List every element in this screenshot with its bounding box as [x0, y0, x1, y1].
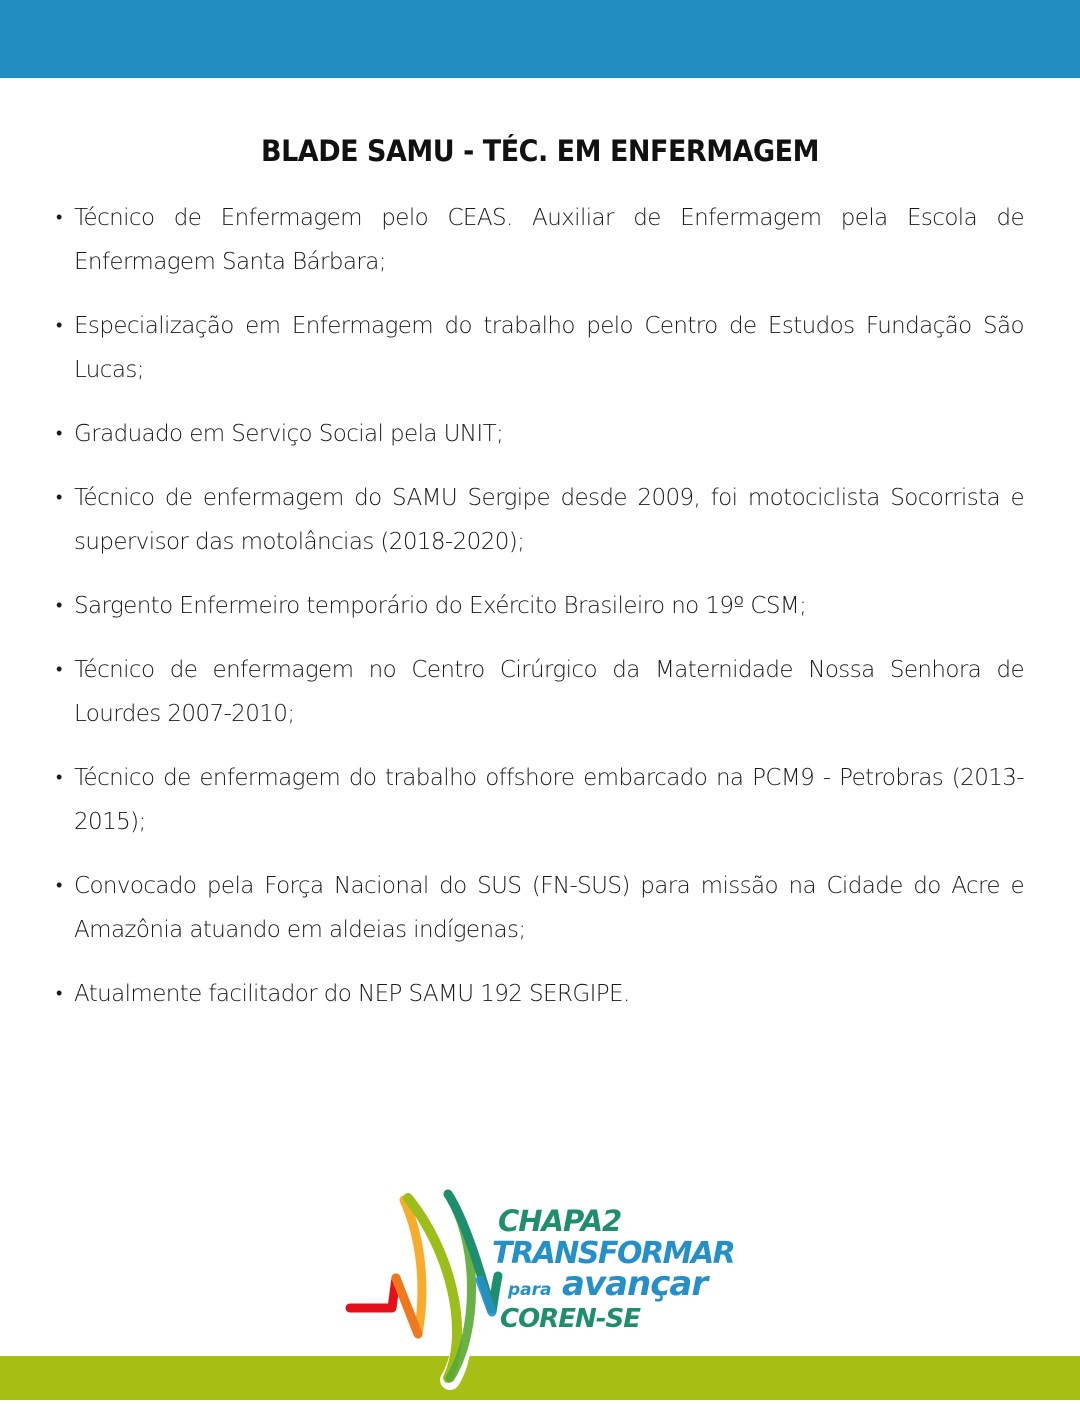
list-item-text: Graduado em Serviço Social pela UNIT; [74, 421, 504, 447]
list-item-text: Atualmente facilitador do NEP SAMU 192 SERGIPE. [74, 981, 630, 1007]
header-bar [0, 0, 1080, 78]
bullet-icon: • [56, 767, 62, 788]
logo-text-para: para [508, 1280, 552, 1300]
list-item [56, 584, 1024, 628]
list-item [56, 756, 1024, 844]
logo-text-transformar: TRANSFORMAR [492, 1236, 735, 1271]
list-item-text: Técnico de enfermagem no Centro Cirúrgico da Maternidade Nossa Senhora de Lourdes 2007-2010; [74, 657, 1024, 727]
heartbeat-line [350, 1278, 396, 1308]
list-item-text: Convocado pela Força Nacional do SUS (FN-SUS) para missão na Cidade do Acre e Amazônia atuando em aldeias indígenas; [74, 873, 1024, 943]
list-item [56, 864, 1024, 952]
list-item [56, 648, 1024, 736]
bullet-icon: • [56, 315, 62, 336]
page-title: BLADE SAMU - TÉC. EM ENFERMAGEM [260, 134, 820, 168]
bullet-icon: • [56, 875, 62, 896]
list-item [56, 412, 1024, 456]
bullet-icon: • [56, 423, 62, 444]
bullet-icon: • [56, 983, 62, 1004]
bullet-icon: • [56, 487, 62, 508]
bullet-icon: • [56, 659, 62, 680]
list-item [56, 972, 1024, 1016]
chapa2-logo [340, 1180, 760, 1400]
bullet-icon: • [56, 595, 62, 616]
list-item-text: Especialização em Enfermagem do trabalho pelo Centro de Estudos Fundação São Lucas; [74, 313, 1024, 383]
list-item [56, 304, 1024, 392]
logo-text-coren: COREN-SE [500, 1304, 641, 1334]
bullet-icon: • [56, 207, 62, 228]
list-item [56, 476, 1024, 564]
list-item-text: Técnico de Enfermagem pelo CEAS. Auxiliar de Enfermagem pela Escola de Enfermagem Santa Bárbara; [74, 205, 1024, 275]
logo-text-avancar: avançar [562, 1264, 708, 1304]
list-item-text: Sargento Enfermeiro temporário do Exército Brasileiro no 19º CSM; [74, 593, 807, 619]
bio-list [56, 196, 1024, 1036]
list-item [56, 196, 1024, 284]
list-item-text: Técnico de enfermagem do SAMU Sergipe desde 2009, foi motociclista Socorrista e supervisor das motolâncias (2018-2020); [74, 485, 1024, 555]
logo-text-chapa: CHAPA2 [498, 1204, 622, 1238]
list-item-text: Técnico de enfermagem do trabalho offshore embarcado na PCM9 - Petrobras (2013-2015); [74, 765, 1024, 835]
